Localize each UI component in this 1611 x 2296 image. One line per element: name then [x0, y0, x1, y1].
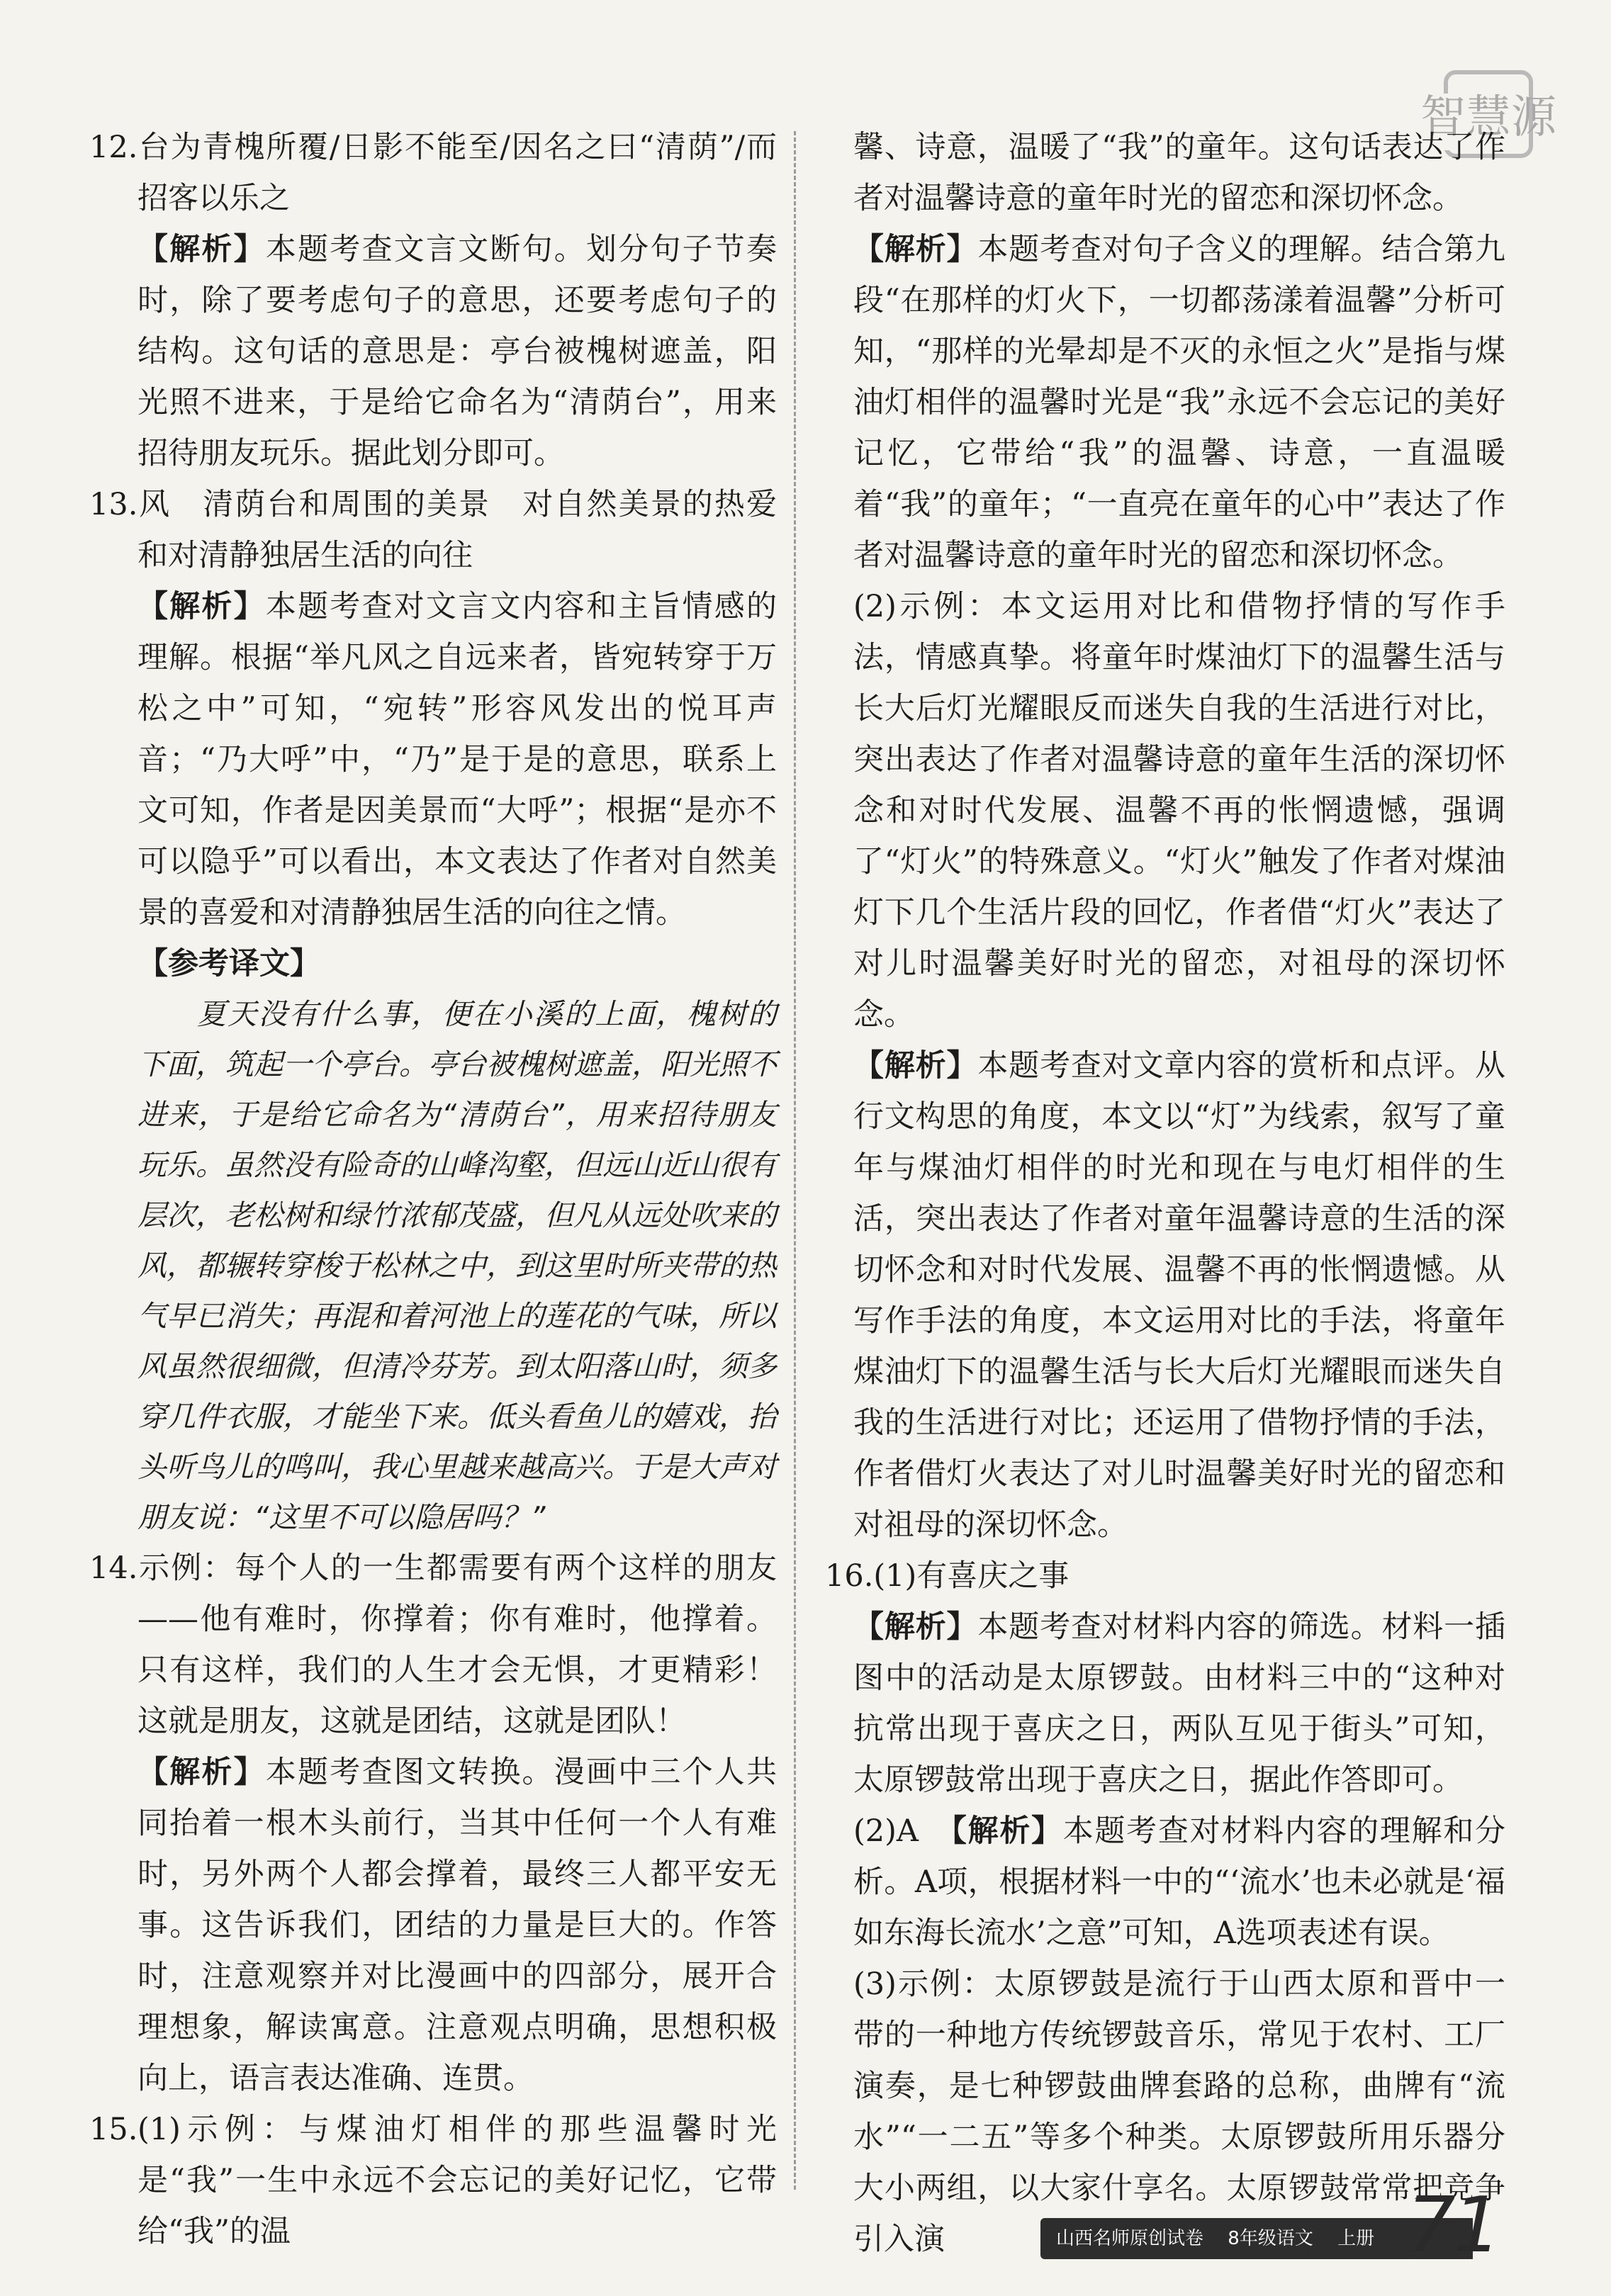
q14-analysis-text: 本题考查图文转换。漫画中三个人共同抬着一根木头前行，当其中任何一个人有难时，另外两个人都会撑着，最终三人都平安无事。这告诉我们，团结的力量是巨大的。作答时，注意观察并对比漫画中的四部分，展开合理想象，解读寓意。注意观点明确，思想积极向上，语言表达准确、连贯。 [137, 1755, 778, 2096]
footer-book-info [1056, 2224, 1393, 2250]
q12-number: 12. [89, 130, 138, 165]
q13-analysis-text: 本题考查对文言文内容和主旨情感的理解。根据“举凡风之自远来者，皆宛转穿于万松之中”可知，“宛转”形容风发出的悦耳声音；“乃大呼”中，“乃”是于是的意思，联系上文可知，作者是因美景而“大呼”；根据“是亦不可以隐乎”可以看出，本文表达了作者对自然美景的喜爱和对清静独居生活的向往之情。 [137, 589, 778, 930]
q13-answer [89, 479, 777, 581]
analysis-tag: 【解析】 [853, 232, 978, 267]
q15-answer-text: (1)示例：与煤油灯相伴的那些温馨时光是“我”一生中永远不会忘记的美好记忆，它带给“我”的温 [137, 2112, 777, 2249]
q15-number: 15. [89, 2112, 138, 2147]
q16-answer-2 [853, 1806, 1505, 1959]
q12-analysis [89, 224, 777, 479]
logo-glyph: 智慧源 [1420, 91, 1556, 144]
reference-translation-tag: 【参考译文】 [137, 946, 320, 981]
reference-translation-heading [89, 938, 777, 989]
q16-answer-1 [825, 1551, 1505, 1602]
column-divider [794, 131, 796, 2190]
q14-number: 14. [89, 1551, 138, 1586]
q15-answer-continued: 馨、诗意，温暖了“我”的童年。这句话表达了作者对温馨诗意的童年时光的留恋和深切怀念。 [853, 130, 1505, 216]
q15-part2-answer: (2)示例：本文运用对比和借物抒情的写作手法，情感真挚。将童年时煤油灯下的温馨生活与长大后灯光耀眼反而迷失自我的生活进行对比，突出表达了作者对温馨诗意的童年生活的深切怀念和对时代发展、温馨不再的怅惘遗憾，强调了“灯火”的特殊意义。“灯火”触发了作者对煤油灯下几个生活片段的回忆，作者借“灯火”表达了对儿时温馨美好时光的留恋，对祖母的深切怀念。 [853, 589, 1505, 1032]
analysis-tag: 【解析】 [853, 1609, 978, 1645]
q16-analysis-1 [853, 1602, 1505, 1806]
q12-answer [89, 122, 777, 224]
page-number: 71 [1407, 2181, 1499, 2270]
footer-book-title: 山西名师原创试卷 [1056, 2228, 1204, 2249]
analysis-tag: 【解析】 [951, 1813, 1063, 1849]
reference-translation [89, 989, 777, 1543]
q14-analysis [89, 1747, 777, 2104]
q14-answer [89, 1543, 777, 1747]
analysis-tag: 【解析】 [853, 1048, 978, 1084]
left-column [89, 122, 777, 2257]
footer-grade-subject: 8年级语文 [1228, 2228, 1313, 2249]
q16-answer-3: (3)示例：太原锣鼓是流行于山西太原和晋中一带的一种地方传统锣鼓音乐，常见于农村、工厂演奏，是七种锣鼓曲牌套路的总称，曲牌有“流水”“一二五”等多个种类。太原锣鼓所用乐器分大小两组，以大家什享名。太原锣鼓常常把竞争引入演 [853, 1966, 1505, 2257]
q13-analysis [89, 581, 777, 938]
right-column [825, 122, 1506, 2265]
q12-answer-text: 台为青槐所覆/日影不能至/因名之曰“清荫”/而招客以乐之 [137, 130, 777, 216]
reference-translation-text: 夏天没有什么事，便在小溪的上面，槐树的下面，筑起一个亭台。亭台被槐树遮盖，阳光照不进来，于是给它命名为“清荫台”，用来招待朋友玩乐。虽然没有险奇的山峰沟壑，但远山近山很有层次，老松树和绿竹浓郁茂盛，但凡从远处吹来的风，都辗转穿梭于松林之中，到这里时所夹带的热气早已消失；再混和着河池上的莲花的气味，所以风虽然很细微，但清冷芬芳。到太阳落山时，须多穿几件衣服，才能坐下来。低头看鱼儿的嬉戏，抬头听鸟儿的鸣叫，我心里越来越高兴。于是大声对朋友说：“这里不可以隐居吗？” [137, 997, 777, 1534]
q15-analysis-2 [853, 1040, 1505, 1551]
q13-number: 13. [89, 487, 138, 522]
q15-analysis-1 [853, 224, 1505, 581]
q16-number: 16. [825, 1558, 874, 1594]
q16-analysis-2-text: 本题考查对材料内容的理解和分析。A项，根据材料一中的“‘流水’也未必就是‘福如东海长流水’之意”可知，A选项表述有误。 [853, 1813, 1506, 1951]
q16-answer-1-text: (1)有喜庆之事 [873, 1558, 1070, 1594]
q15-analysis-2-text: 本题考查对文章内容的赏析和点评。从行文构思的角度，本文以“灯”为线索，叙写了童年与煤油灯相伴的时光和现在与电灯相伴的生活，突出表达了作者对童年温馨诗意的生活的深切怀念和对时代发展、温馨不再的怅惘遗憾。从写作手法的角度，本文运用对比的手法，将童年煤油灯下的温馨生活与长大后灯光耀眼而迷失自我的生活进行对比；还运用了借物抒情的手法，作者借灯火表达了对儿时温馨美好时光的留恋和对祖母的深切怀念。 [853, 1048, 1506, 1543]
q14-answer-text: 示例：每个人的一生都需要有两个这样的朋友——他有难时，你撑着；你有难时，他撑着。只有这样，我们的人生才会无惧，才更精彩！这就是朋友，这就是团结，这就是团队！ [137, 1551, 777, 1739]
analysis-tag: 【解析】 [137, 589, 266, 624]
q16-analysis-1-text: 本题考查对材料内容的筛选。材料一插图中的活动是太原锣鼓。由材料三中的“这种对抗常出现于喜庆之日，两队互见于街头”可知，太原锣鼓常出现于喜庆之日，据此作答即可。 [853, 1609, 1506, 1798]
footer-volume: 上册 [1337, 2228, 1375, 2249]
analysis-tag: 【解析】 [137, 232, 266, 267]
q15-analysis-1-text: 本题考查对句子含义的理解。结合第九段“在那样的灯火下，一切都荡漾着温馨”分析可知，“那样的光晕却是不灭的永恒之火”是指与煤油灯相伴的温馨时光是“我”永远不会忘记的美好记忆，它带给“我”的温馨、诗意，一直温暖着“我”的童年；“一直亮在童年的心中”表达了作者对温馨诗意的童年时光的留恋和深切怀念。 [853, 232, 1506, 573]
q13-answer-text: 风 清荫台和周围的美景 对自然美景的热爱和对清静独居生活的向往 [137, 487, 777, 573]
q12-analysis-text: 本题考查文言文断句。划分句子节奏时，除了要考虑句子的意思，还要考虑句子的结构。这句话的意思是：亭台被槐树遮盖，阳光照不进来，于是给它命名为“清荫台”，用来招待朋友玩乐。据此划分即可。 [137, 232, 778, 471]
analysis-tag: 【解析】 [137, 1755, 266, 1790]
q16-answer-2-text: (2)A [853, 1813, 952, 1849]
q15-answer [89, 2104, 777, 2257]
